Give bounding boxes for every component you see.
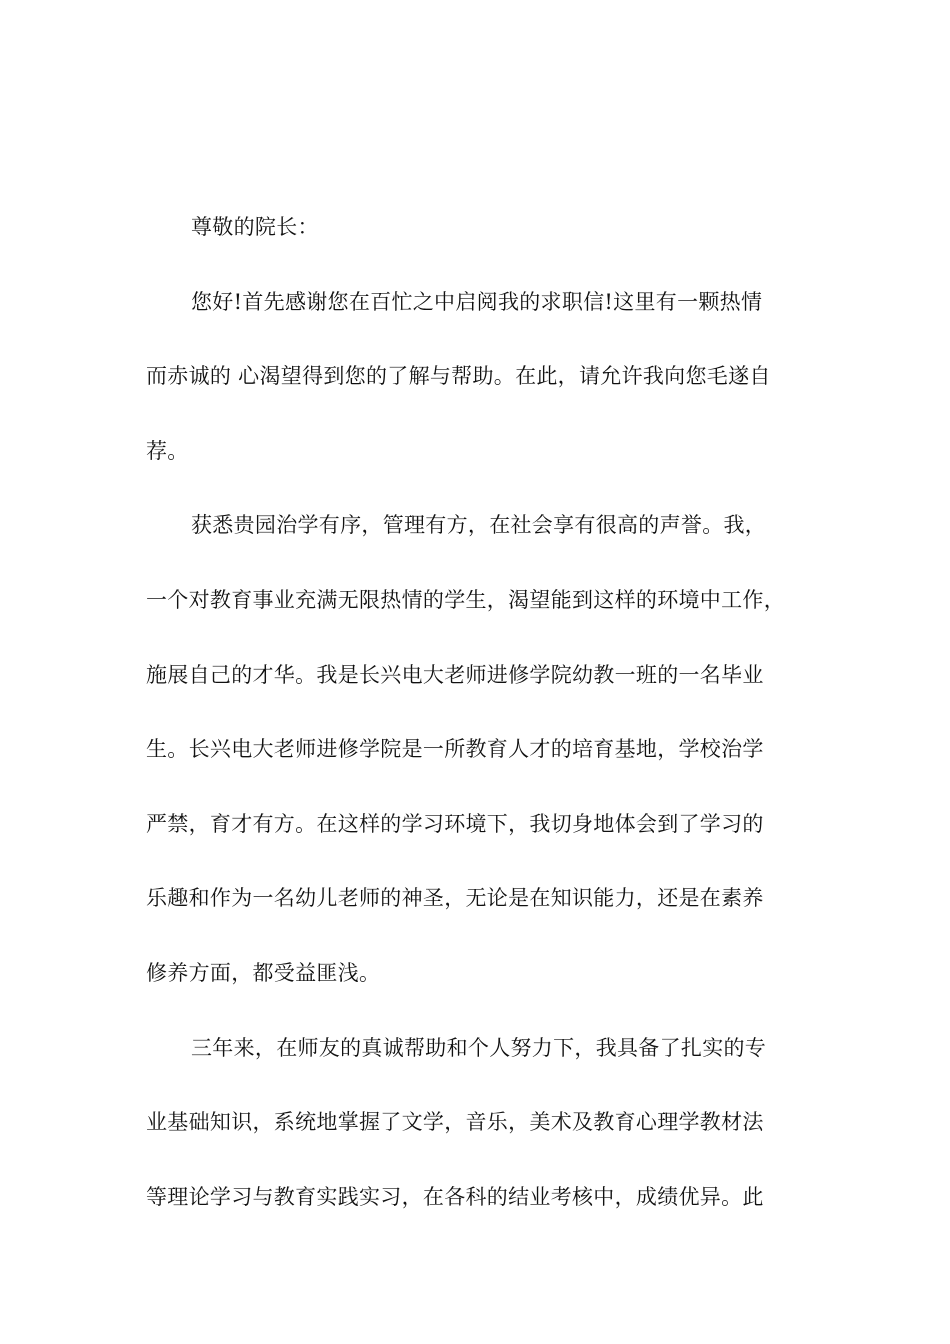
paragraph-2-line-3: 施展自己的才华。我是长兴电大老师进修学院幼教一班的一名毕业 (146, 663, 764, 687)
paragraph-3-line-3: 等理论学习与教育实践实习，在各科的结业考核中，成绩优异。此 (146, 1185, 764, 1209)
paragraph-2-line-7: 修养方面，都受益匪浅。 (146, 961, 381, 985)
paragraph-3-line-1: 三年来，在师友的真诚帮助和个人努力下，我具备了扎实的专 (191, 1036, 767, 1060)
paragraph-2-line-2: 一个对教育事业充满无限热情的学生，渴望能到这样的环境中工作， (146, 588, 785, 612)
paragraph-2-line-1: 获悉贵园治学有序，管理有方，在社会享有很高的声誉。我， (191, 513, 767, 537)
paragraph-3-line-2: 业基础知识，系统地掌握了文学，音乐，美术及教育心理学教材法 (146, 1110, 764, 1134)
paragraph-1-line-3: 荐。 (146, 439, 189, 463)
paragraph-1-line-2: 而赤诚的 心渴望得到您的了解与帮助。在此，请允许我向您毛遂自 (146, 364, 771, 388)
paragraph-2-line-5: 严禁，育才有方。在这样的学习环境下，我切身地体会到了学习的 (146, 812, 764, 836)
salutation-line: 尊敬的院长： (191, 215, 319, 239)
paragraph-2-line-4: 生。长兴电大老师进修学院是一所教育人才的培育基地，学校治学 (146, 737, 764, 761)
paragraph-1-line-1: 您好!首先感谢您在百忙之中启阅我的求职信!这里有一颗热情 (191, 290, 763, 314)
paragraph-2-line-6: 乐趣和作为一名幼儿老师的神圣，无论是在知识能力，还是在素养 (146, 886, 764, 910)
